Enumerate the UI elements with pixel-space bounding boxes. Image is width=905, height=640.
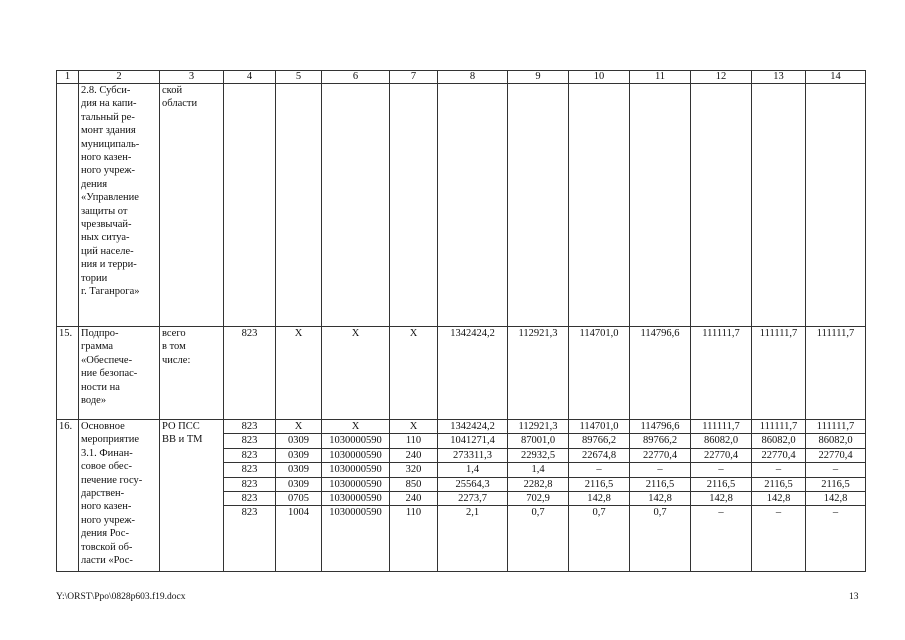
- value-year: 114701,0: [569, 420, 630, 434]
- section-code: Х: [276, 327, 322, 420]
- expense-type-code: 240: [390, 448, 438, 462]
- expense-type-code: Х: [390, 327, 438, 420]
- value-year: 86082,0: [806, 434, 866, 448]
- expense-type-code: 850: [390, 477, 438, 491]
- col-header-14: 14: [806, 71, 866, 84]
- value-year: 22770,4: [630, 448, 691, 462]
- target-article-code: Х: [322, 327, 390, 420]
- footer-file-path: Y:\ORST\Ppo\0828p603.f19.docx: [56, 592, 186, 602]
- value-year: 2116,5: [630, 477, 691, 491]
- value-year: 111111,7: [752, 327, 806, 420]
- value-year: –: [569, 463, 630, 477]
- executor: ской области: [160, 84, 224, 327]
- col-header-7: 7: [390, 71, 438, 84]
- value-year: 86082,0: [691, 434, 752, 448]
- value-year: 22932,5: [508, 448, 569, 462]
- value-year: 0,7: [508, 506, 569, 572]
- value-year: 2116,5: [806, 477, 866, 491]
- value-total: 1342424,2: [438, 327, 508, 420]
- value-total: 2273,7: [438, 492, 508, 506]
- value-year: –: [752, 506, 806, 572]
- ministry-code: 823: [224, 448, 276, 462]
- col-header-12: 12: [691, 71, 752, 84]
- value-year: 112921,3: [508, 327, 569, 420]
- value-year: 22770,4: [691, 448, 752, 462]
- measure-name: Подпро- грамма «Обеспече- ние безопас- ности на воде»: [79, 327, 160, 420]
- expense-type-code: 110: [390, 506, 438, 572]
- value-year: –: [691, 463, 752, 477]
- value-year: 114796,6: [630, 420, 691, 434]
- value-year: 142,8: [806, 492, 866, 506]
- value-year: 142,8: [630, 492, 691, 506]
- empty-cell: [438, 84, 508, 327]
- value-year: –: [806, 506, 866, 572]
- executor: РО ПСС ВВ и ТМ: [160, 420, 224, 572]
- section-code: 0309: [276, 434, 322, 448]
- empty-cell: [224, 84, 276, 327]
- col-header-1: 1: [57, 71, 79, 84]
- col-header-3: 3: [160, 71, 224, 84]
- ministry-code: 823: [224, 477, 276, 491]
- col-header-6: 6: [322, 71, 390, 84]
- budget-table: [56, 70, 866, 572]
- expense-type-code: 320: [390, 463, 438, 477]
- value-year: 702,9: [508, 492, 569, 506]
- value-year: 111111,7: [691, 420, 752, 434]
- col-header-9: 9: [508, 71, 569, 84]
- row-number: 15.: [57, 327, 79, 420]
- value-year: 112921,3: [508, 420, 569, 434]
- value-year: 89766,2: [630, 434, 691, 448]
- empty-cell: [322, 84, 390, 327]
- empty-cell: [806, 84, 866, 327]
- row-number: [57, 84, 79, 327]
- measure-name: Основное мероприятие 3.1. Финан- совое обес- печение госу- дарствен- ного казен- ного учреж- дения Рос- товской об- ласти «Рос-: [79, 420, 160, 572]
- value-year: 111111,7: [806, 420, 866, 434]
- value-year: 89766,2: [569, 434, 630, 448]
- col-header-8: 8: [438, 71, 508, 84]
- value-year: 142,8: [569, 492, 630, 506]
- empty-cell: [630, 84, 691, 327]
- ministry-code: 823: [224, 434, 276, 448]
- table-row-16-sub-1: [57, 420, 866, 434]
- table-row-15: [57, 327, 866, 420]
- value-year: 22674,8: [569, 448, 630, 462]
- value-year: –: [630, 463, 691, 477]
- col-header-2: 2: [79, 71, 160, 84]
- ministry-code: 823: [224, 327, 276, 420]
- value-year: –: [752, 463, 806, 477]
- value-year: 2116,5: [752, 477, 806, 491]
- section-code: 0705: [276, 492, 322, 506]
- value-year: 0,7: [630, 506, 691, 572]
- row-number: 16.: [57, 420, 79, 572]
- section-code: 0309: [276, 477, 322, 491]
- value-total: 1041271,4: [438, 434, 508, 448]
- value-year: 111111,7: [752, 420, 806, 434]
- value-year: 2282,8: [508, 477, 569, 491]
- value-year: 22770,4: [752, 448, 806, 462]
- value-year: 111111,7: [806, 327, 866, 420]
- target-article-code: 1030000590: [322, 477, 390, 491]
- executor: всего в том числе:: [160, 327, 224, 420]
- value-year: 142,8: [691, 492, 752, 506]
- ministry-code: 823: [224, 492, 276, 506]
- target-article-code: 1030000590: [322, 448, 390, 462]
- value-total: 2,1: [438, 506, 508, 572]
- value-year: –: [691, 506, 752, 572]
- empty-cell: [569, 84, 630, 327]
- target-article-code: 1030000590: [322, 492, 390, 506]
- value-year: –: [806, 463, 866, 477]
- value-year: 0,7: [569, 506, 630, 572]
- ministry-code: 823: [224, 463, 276, 477]
- value-total: 1,4: [438, 463, 508, 477]
- col-header-13: 13: [752, 71, 806, 84]
- col-header-10: 10: [569, 71, 630, 84]
- target-article-code: 1030000590: [322, 506, 390, 572]
- value-year: 86082,0: [752, 434, 806, 448]
- value-total: 273311,3: [438, 448, 508, 462]
- value-year: 111111,7: [691, 327, 752, 420]
- section-code: 1004: [276, 506, 322, 572]
- section-code: 0309: [276, 448, 322, 462]
- col-header-4: 4: [224, 71, 276, 84]
- value-total: 25564,3: [438, 477, 508, 491]
- value-total: 1342424,2: [438, 420, 508, 434]
- value-year: 87001,0: [508, 434, 569, 448]
- page-number: 13: [849, 592, 859, 602]
- expense-type-code: 240: [390, 492, 438, 506]
- value-year: 2116,5: [691, 477, 752, 491]
- section-code: Х: [276, 420, 322, 434]
- value-year: 22770,4: [806, 448, 866, 462]
- expense-type-code: 110: [390, 434, 438, 448]
- header-row: [57, 71, 866, 84]
- empty-cell: [276, 84, 322, 327]
- value-year: 114796,6: [630, 327, 691, 420]
- ministry-code: 823: [224, 420, 276, 434]
- empty-cell: [752, 84, 806, 327]
- measure-name: 2.8. Субси- дия на капи- тальный ре- монт здания муниципаль- ного казен- ного учреж- дения «Управление защиты от чрезвычай- ных ситуа- ций населе- ния и терри- тории г. Таганрога»: [79, 84, 160, 327]
- target-article-code: 1030000590: [322, 463, 390, 477]
- value-year: 1,4: [508, 463, 569, 477]
- col-header-11: 11: [630, 71, 691, 84]
- value-year: 2116,5: [569, 477, 630, 491]
- empty-cell: [508, 84, 569, 327]
- expense-type-code: Х: [390, 420, 438, 434]
- section-code: 0309: [276, 463, 322, 477]
- empty-cell: [691, 84, 752, 327]
- col-header-5: 5: [276, 71, 322, 84]
- target-article-code: 1030000590: [322, 434, 390, 448]
- ministry-code: 823: [224, 506, 276, 572]
- value-year: 142,8: [752, 492, 806, 506]
- table-row-2-8: [57, 84, 866, 327]
- value-year: 114701,0: [569, 327, 630, 420]
- target-article-code: Х: [322, 420, 390, 434]
- empty-cell: [390, 84, 438, 327]
